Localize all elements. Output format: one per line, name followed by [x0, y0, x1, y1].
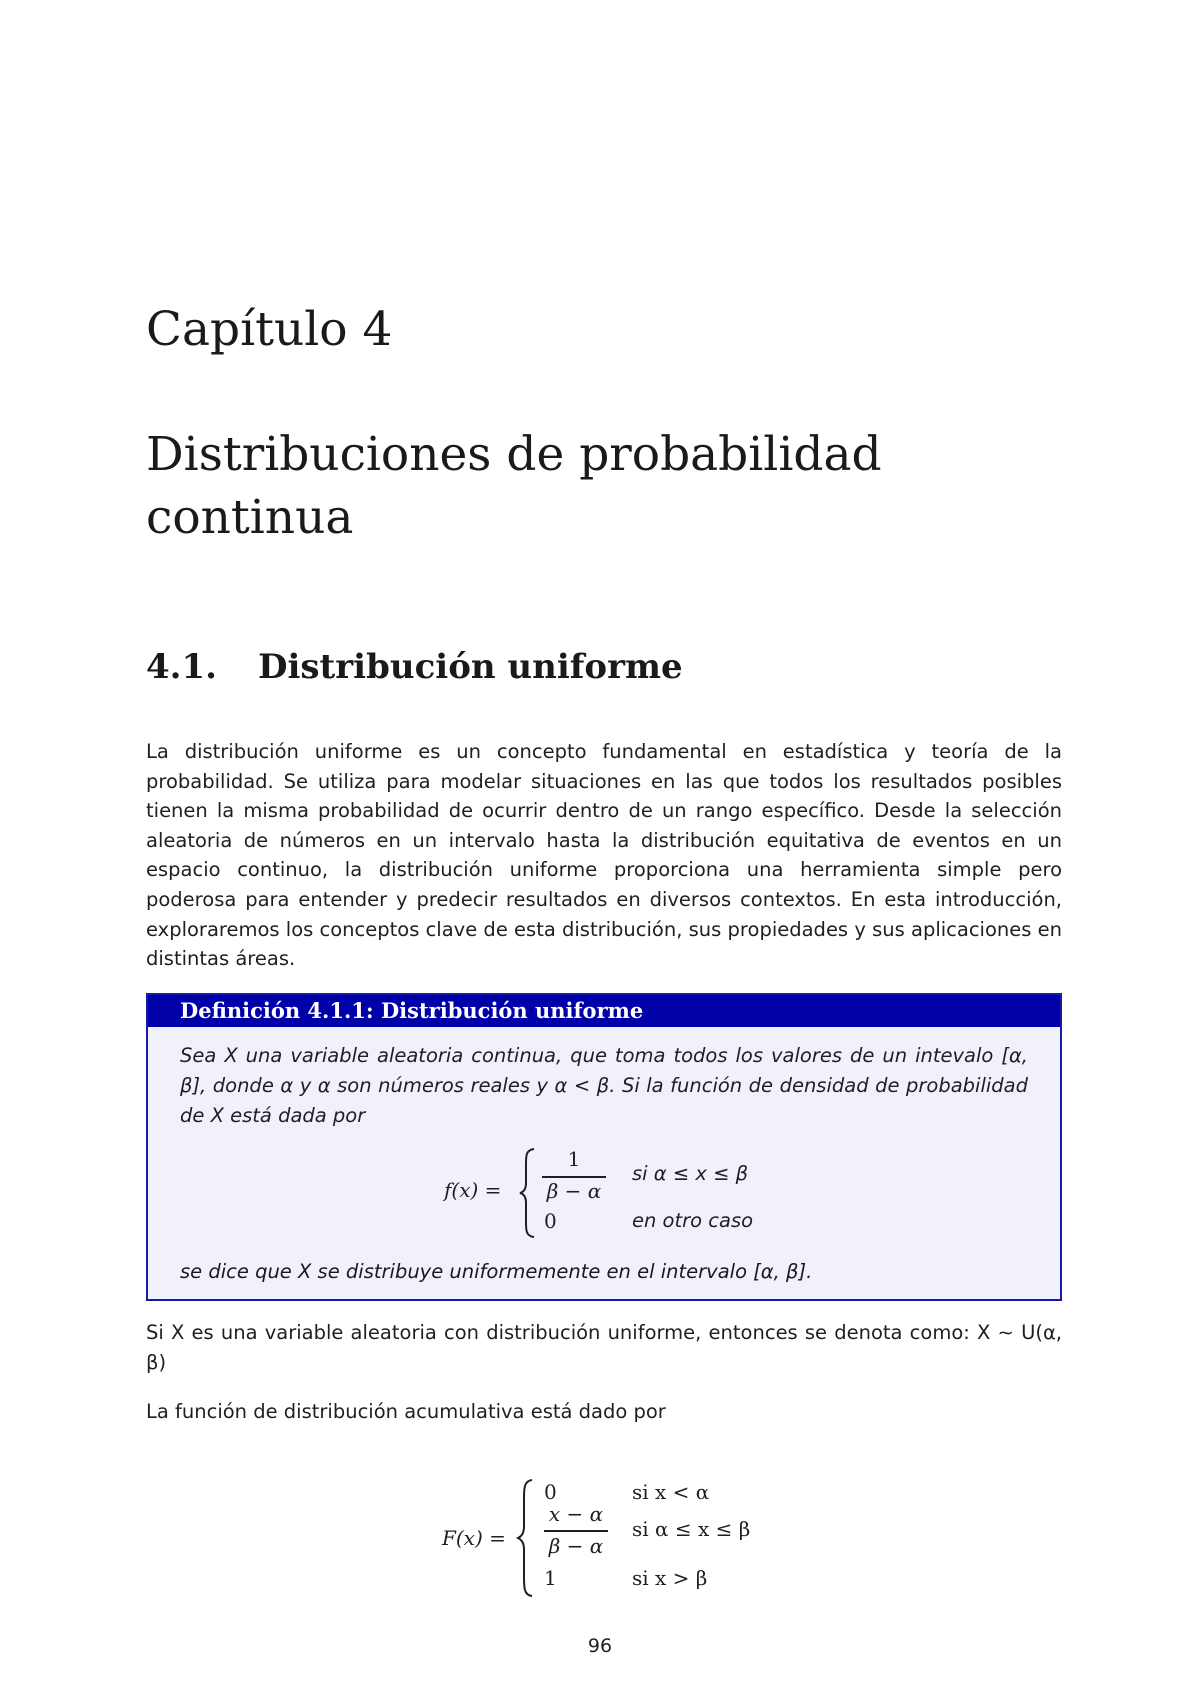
chapter-label: Capítulo 4	[146, 302, 393, 357]
cdf-case1-value: 0	[544, 1480, 557, 1504]
chapter-title-line-2: continua	[146, 490, 354, 545]
cdf-case1-condition: si x < α	[632, 1480, 710, 1504]
notation-paragraph: Si X es una variable aleatoria con distribución uniforme, entonces se denota como: X ∼ U(α, β)	[146, 1321, 1062, 1374]
chapter-title-line-1: Distribuciones de probabilidad	[146, 427, 882, 482]
intro-paragraph: La distribución uniforme es un concepto fundamental en estadística y teoría de la probabilidad. Se utiliza para modelar situaciones en las que todos los resultados posibles tienen la misma probabilidad de ocurrir dentro de un rango específico. Desde la selección aleatoria de números en un intervalo hasta la distribución equitativa de eventos en un espacio continuo, la distribución uniforme proporciona una herramienta simple pero poderosa para entender y predecir resultados en diversos contextos. En esta introducción, exploraremos los conceptos clave de esta distribución, sus propiedades y sus aplicaciones en distintas áreas.	[146, 740, 1062, 971]
section-title-text: Distribución uniforme	[258, 647, 683, 687]
section-title	[146, 645, 683, 689]
page-number: 96	[587, 1635, 613, 1657]
pdf-case2-condition: en otro caso	[632, 1209, 754, 1232]
cdf-case2-denominator: β − α	[548, 1534, 604, 1558]
definition-header: Definición 4.1.1: Distribución uniforme	[148, 995, 1060, 1027]
cdf-case3-condition: si x > β	[632, 1566, 708, 1590]
pdf-case2-value: 0	[544, 1209, 557, 1233]
cdf-case3-value: 1	[544, 1566, 557, 1590]
cdf-lhs: F(x) =	[442, 1526, 506, 1550]
pdf-equation	[148, 995, 1060, 1295]
cdf-equation	[0, 1460, 1200, 1600]
pdf-case1-denominator: β − α	[546, 1179, 602, 1203]
pdf-fraction-bar	[542, 1176, 606, 1178]
definition-text: Sea X una variable aleatoria continua, que toma todos los valores de un intevalo [α, β], donde α y α son números reales y α < β. Si la función de densidad de probabilidad de X está dada por	[180, 1044, 1028, 1127]
cdf-fraction-bar	[544, 1530, 608, 1532]
pdf-case1-numerator: 1	[567, 1147, 581, 1171]
cdf-case2-condition: si α ≤ x ≤ β	[632, 1517, 751, 1541]
section-number: 4.1.	[146, 647, 217, 687]
left-brace-icon	[518, 1147, 538, 1239]
left-brace-icon	[516, 1478, 536, 1598]
definition-box	[146, 993, 1062, 1301]
cdf-intro: La función de distribución acumulativa está dado por	[146, 1400, 666, 1423]
cdf-case2-numerator: x − α	[548, 1502, 604, 1526]
pdf-lhs: f(x) =	[444, 1178, 502, 1202]
chapter-title	[146, 423, 1106, 549]
definition-footer: se dice que X se distribuye uniformemente en el intervalo [α, β].	[180, 1260, 813, 1283]
pdf-case1-condition: si α ≤ x ≤ β	[632, 1162, 749, 1185]
